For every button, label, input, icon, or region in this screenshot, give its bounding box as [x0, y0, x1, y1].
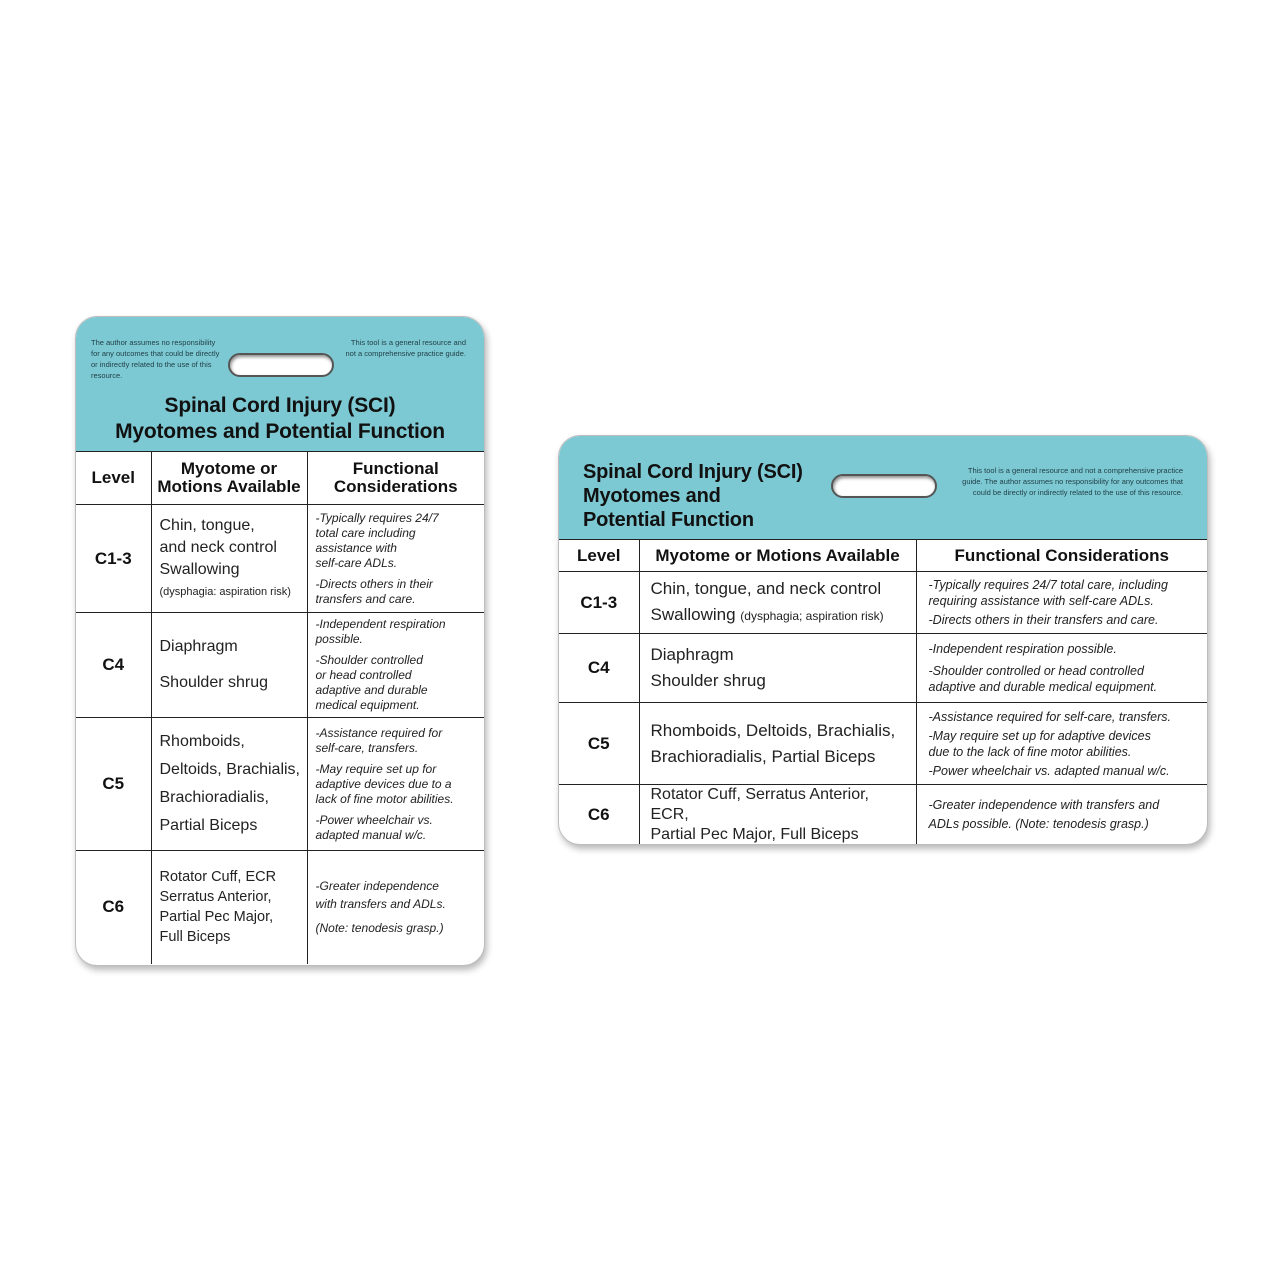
header-functional: Functional Considerations: [307, 452, 484, 505]
level-cell: C4: [559, 634, 639, 703]
title-line-1: Spinal Cord Injury (SCI): [164, 394, 396, 417]
table-header-row: [559, 540, 1207, 572]
functional-cell: -Independent respiration possible. -Shoulder controlled or head controlled adaptive and durable medical equipment.: [916, 634, 1207, 703]
myotome-table: [76, 451, 484, 964]
level-cell: C1-3: [76, 505, 151, 613]
disclaimer-right: This tool is a general resource and not a comprehensive practice guide.: [345, 338, 466, 358]
myotome-cell: Chin, tongue, and neck control Swallowing (dysphagia: aspiration risk): [151, 505, 307, 613]
functional-cell: -Independent respiration possible. -Shoulder controlled or head controlled adaptive and durable medical equipment.: [307, 613, 484, 718]
level-cell: C4: [76, 613, 151, 718]
myotome-table: [559, 539, 1207, 845]
header-myotome: Myotome or Motions Available: [151, 452, 307, 505]
functional-cell: -Typically requires 24/7 total care including assistance with self-care ADLs. -Directs others in their transfers and care.: [307, 505, 484, 613]
header-level: Level: [559, 540, 639, 572]
table-row-c6: [559, 785, 1207, 846]
table-row-c5: [559, 703, 1207, 785]
title-line-2: Myotomes and Potential Function: [115, 420, 445, 443]
card-title: [583, 460, 803, 532]
vertical-badge-card: [75, 316, 485, 966]
table-row-c5: [76, 718, 484, 851]
myotome-cell: Rhomboids, Deltoids, Brachialis, Brachioradialis, Partial Biceps: [639, 703, 916, 785]
title-line-2: Myotomes and: [583, 485, 721, 507]
level-cell: C5: [76, 718, 151, 851]
card-header: [76, 317, 484, 451]
level-cell: C6: [76, 851, 151, 964]
myotome-cell: Chin, tongue, and neck control Swallowing (dysphagia; aspiration risk): [639, 572, 916, 634]
card-header: [559, 436, 1207, 539]
table-row-c4: [559, 634, 1207, 703]
header-functional: Functional Considerations: [916, 540, 1207, 572]
badge-slot-hole: [831, 474, 937, 498]
myotome-cell: Rotator Cuff, Serratus Anterior, ECR, Partial Pec Major, Full Biceps: [639, 785, 916, 846]
badge-slot-hole: [228, 353, 334, 377]
functional-cell: -Greater independence with transfers and ADLs possible. (Note: tenodesis grasp.): [916, 785, 1207, 846]
card-title: [76, 393, 484, 445]
functional-cell: -Greater independence with transfers and ADLs. (Note: tenodesis grasp.): [307, 851, 484, 964]
table-row-c1-3: [76, 505, 484, 613]
horizontal-badge-card: [558, 435, 1208, 845]
disclaimer-left: The author assumes no responsibility for any outcomes that could be directly or indirectly related to the use of this resource.: [91, 338, 220, 380]
myotome-cell: Diaphragm Shoulder shrug: [639, 634, 916, 703]
table-row-c6: [76, 851, 484, 964]
header-level: Level: [76, 452, 151, 505]
disclaimer: This tool is a general resource and not a comprehensive practice guide. The author assumes no responsibility for any outcomes that could be directly or indirectly related to the use of this resource.: [962, 466, 1183, 497]
title-line-3: Potential Function: [583, 509, 754, 531]
functional-cell: -Assistance required for self-care, transfers. -May require set up for adaptive devices due to a lack of fine motor abilities. -Power wheelchair vs. adapted manual w/c.: [307, 718, 484, 851]
functional-cell: -Typically requires 24/7 total care, including requiring assistance with self-care ADLs. -Directs others in their transfers and care.: [916, 572, 1207, 634]
myotome-cell: Diaphragm Shoulder shrug: [151, 613, 307, 718]
table-header-row: [76, 452, 484, 505]
level-cell: C6: [559, 785, 639, 846]
myotome-cell: Rhomboids, Deltoids, Brachialis, Brachioradialis, Partial Biceps: [151, 718, 307, 851]
table-row-c1-3: [559, 572, 1207, 634]
header-myotome: Myotome or Motions Available: [639, 540, 916, 572]
level-cell: C1-3: [559, 572, 639, 634]
myotome-cell: Rotator Cuff, ECR Serratus Anterior, Partial Pec Major, Full Biceps: [151, 851, 307, 964]
functional-cell: -Assistance required for self-care, transfers. -May require set up for adaptive devices due to the lack of fine motor abilities. -Power wheelchair vs. adapted manual w/c.: [916, 703, 1207, 785]
table-row-c4: [76, 613, 484, 718]
level-cell: C5: [559, 703, 639, 785]
title-line-1: Spinal Cord Injury (SCI): [583, 461, 803, 483]
